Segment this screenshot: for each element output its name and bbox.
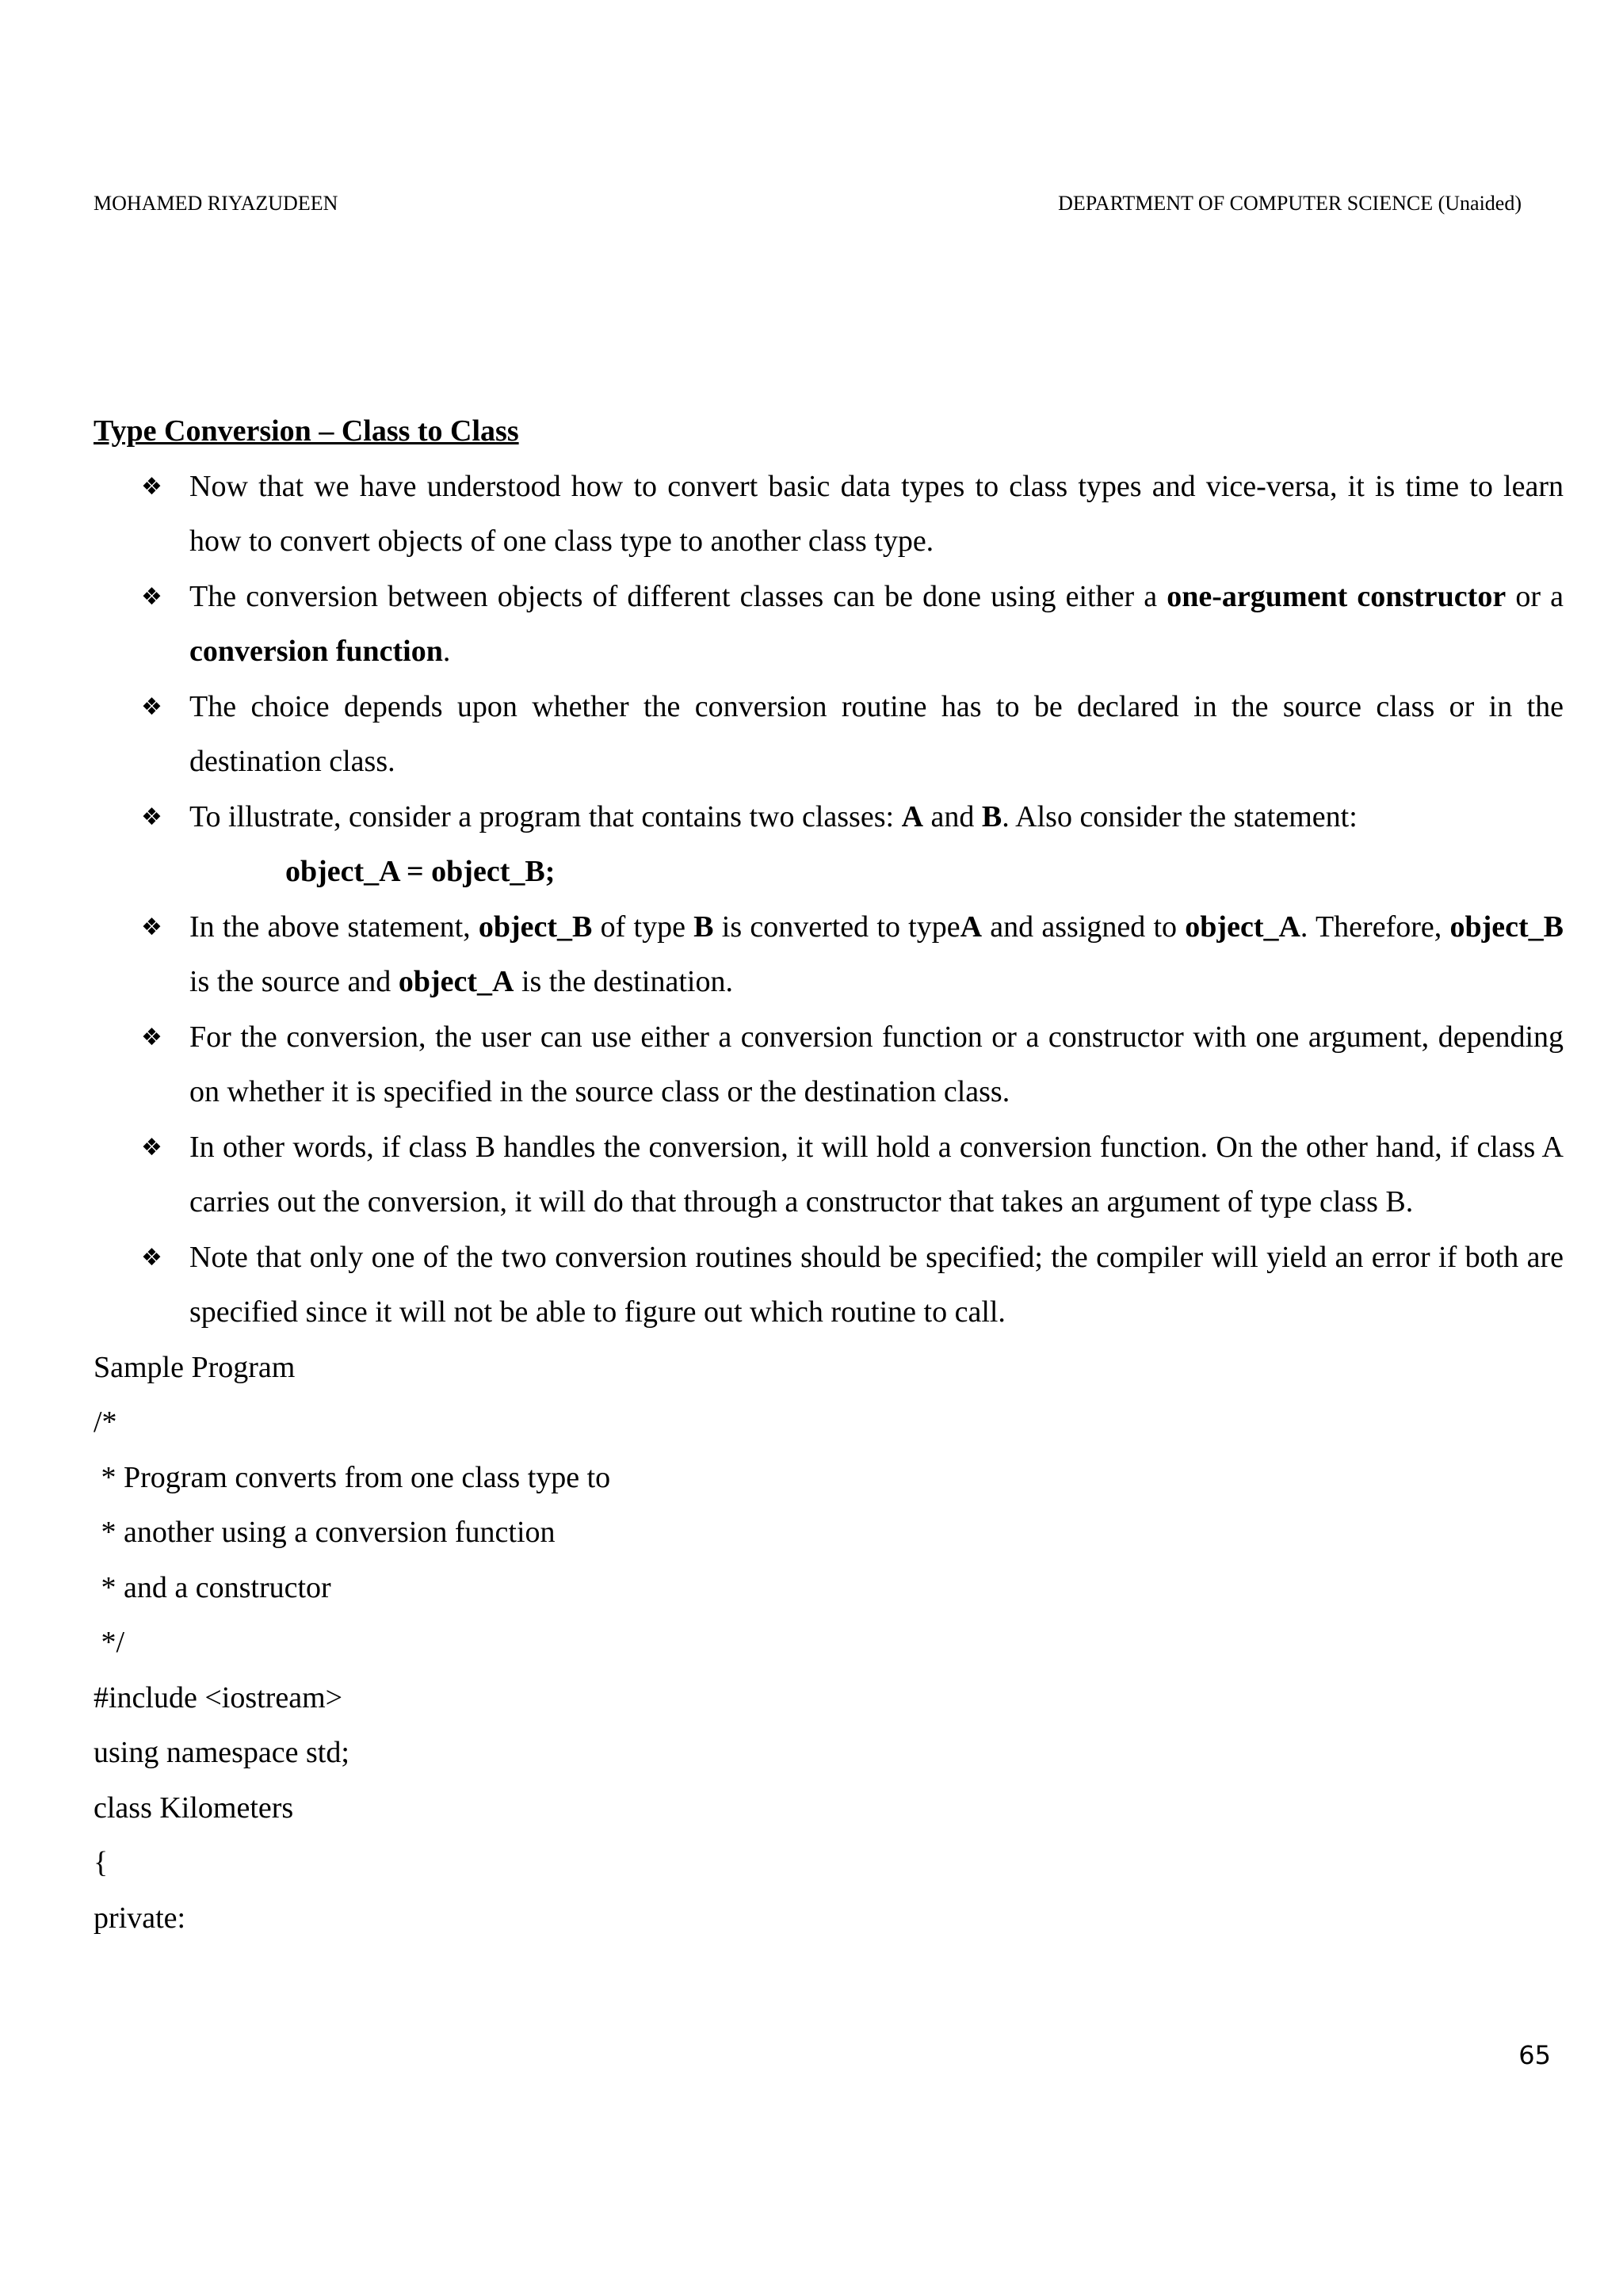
bullet-text: . Therefore,: [1300, 910, 1450, 944]
page-body: [94, 404, 1564, 1946]
bullet-text: For the conversion, the user can use either a conversion function or a constructor with one argument, depending on whether it is specified in the source class or the destination class.: [189, 1020, 1564, 1108]
bullet-text: or a: [1506, 579, 1564, 613]
bullet-text: is the source and: [189, 965, 399, 998]
bullet-text: To illustrate, consider a program that contains two classes:: [189, 799, 902, 833]
bullet-text: The choice depends upon whether the conversion routine has to be declared in the source class or in the destination class.: [189, 689, 1564, 778]
bold-term: object_B: [1449, 910, 1564, 944]
code-line: class Kilometers: [94, 1791, 294, 1825]
list-item: [94, 1120, 1564, 1230]
bold-term: conversion function: [189, 635, 443, 668]
bullet-text: and: [923, 799, 982, 833]
code-line: * another using a conversion function: [94, 1516, 556, 1549]
bullet-text: and assigned to: [982, 910, 1186, 944]
diamond-bullet-icon: ❖: [141, 803, 162, 831]
bold-term: object_A: [398, 965, 514, 998]
bold-term: B: [693, 910, 714, 944]
code-line: private:: [94, 1901, 186, 1935]
list-item: [94, 1230, 1564, 1341]
diamond-bullet-icon: ❖: [141, 582, 162, 611]
bullet-text: Note that only one of the two conversion routines should be specified; the compiler will yield an error if both are specified since it will not be able to figure out which routine to call.: [189, 1240, 1564, 1329]
bold-term: object_B: [478, 910, 593, 944]
bullet-text: .: [442, 635, 451, 668]
list-item: [94, 460, 1564, 570]
example-statement: object_A = object_B;: [285, 855, 556, 888]
code-line: /*: [94, 1405, 117, 1439]
code-line: */: [94, 1626, 125, 1659]
sample-program-label: Sample Program: [94, 1350, 296, 1384]
bold-term: B: [981, 799, 1002, 833]
bullet-text: is converted to type: [713, 910, 960, 944]
diamond-bullet-icon: ❖: [141, 1243, 162, 1272]
section-title: Type Conversion – Class to Class: [94, 414, 519, 448]
bold-term: object_A: [1185, 910, 1300, 944]
bullet-text: In the above statement,: [189, 910, 479, 944]
list-item: [94, 900, 1564, 1010]
code-line: * and a constructor: [94, 1570, 331, 1604]
code-line: #include <iostream>: [94, 1680, 343, 1714]
diamond-bullet-icon: ❖: [141, 472, 162, 501]
bullet-text: Now that we have understood how to convert basic data types to class types and vice-versa, it is time to learn how to convert objects of one class type to another class type.: [189, 469, 1564, 558]
diamond-bullet-icon: ❖: [141, 1133, 162, 1161]
diamond-bullet-icon: ❖: [141, 913, 162, 941]
code-line: {: [94, 1846, 109, 1879]
bullet-text: . Also consider the statement:: [1002, 799, 1358, 833]
bold-term: A: [960, 910, 983, 944]
bullet-text: In other words, if class B handles the conversion, it will hold a conversion function. On the other hand, if class A carries out the conversion, it will do that through a constructor that takes an argument of type class B.: [189, 1130, 1564, 1219]
header-author: MOHAMED RIYAZUDEEN: [94, 192, 338, 215]
bold-term: A: [901, 799, 924, 833]
bullet-text: is the destination.: [514, 965, 733, 998]
bullet-text: The conversion between objects of different classes can be done using either a: [189, 579, 1167, 613]
header-department: DEPARTMENT OF COMPUTER SCIENCE (Unaided): [1058, 192, 1522, 215]
code-block: [94, 1395, 1564, 1946]
list-item: [94, 680, 1564, 790]
bullet-list: [94, 460, 1564, 845]
diamond-bullet-icon: ❖: [141, 692, 162, 721]
list-item: [94, 1010, 1564, 1120]
bullet-list: [94, 900, 1564, 1341]
code-line: using namespace std;: [94, 1736, 349, 1769]
bold-term: one-argument constructor: [1167, 579, 1507, 613]
diamond-bullet-icon: ❖: [141, 1023, 162, 1051]
bullet-text: of type: [592, 910, 694, 944]
page-number: 65: [1518, 2040, 1551, 2070]
list-item: [94, 790, 1564, 845]
list-item: [94, 570, 1564, 680]
code-line: * Program converts from one class type to: [94, 1460, 611, 1494]
